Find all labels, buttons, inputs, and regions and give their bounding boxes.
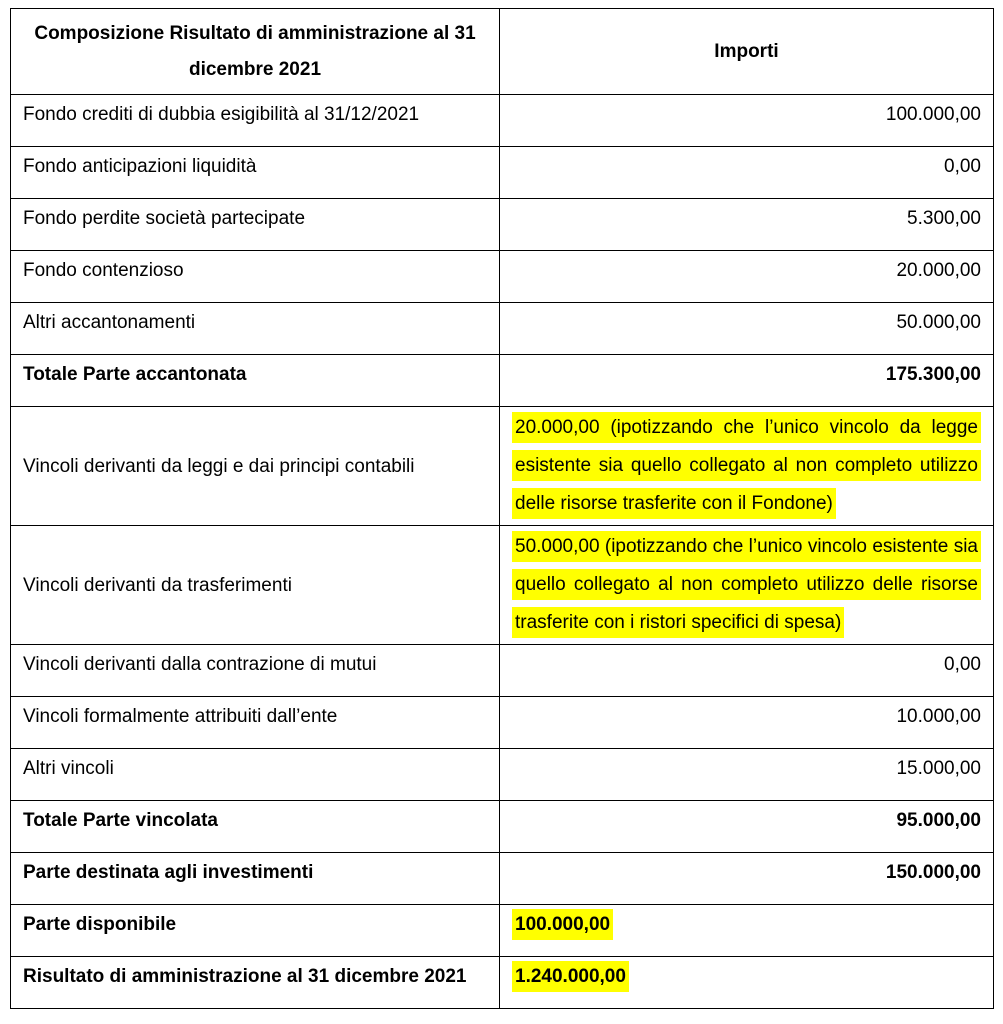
row-label: Vincoli derivanti dalla contrazione di mutui [11,645,500,697]
row-value-text: 5.300,00 [907,208,981,229]
row-label: Totale Parte accantonata [11,355,500,407]
header-importi: Importi [500,9,994,95]
composition-table [10,8,994,1009]
table-row [11,526,994,645]
table-row [11,303,994,355]
row-value [500,147,994,199]
row-label: Fondo contenzioso [11,251,500,303]
row-value [500,853,994,905]
row-value-text: 10.000,00 [896,706,981,727]
row-value-text: 50.000,00 [896,312,981,333]
table-row [11,645,994,697]
row-label: Altri accantonamenti [11,303,500,355]
table-row [11,957,994,1009]
table-row [11,95,994,147]
row-value [500,355,994,407]
row-value [500,526,994,645]
row-value [500,801,994,853]
table-row [11,905,994,957]
row-label: Fondo perdite società partecipate [11,199,500,251]
row-label: Fondo crediti di dubbia esigibilità al 31/12/2021 [11,95,500,147]
row-value-text: 15.000,00 [896,758,981,779]
table-body [11,95,994,1009]
row-value-text: 95.000,00 [896,810,981,831]
row-value-text: 150.000,00 [885,862,981,883]
row-label: Risultato di amministrazione al 31 dicembre 2021 [11,957,500,1009]
table-row [11,697,994,749]
row-label: Fondo anticipazioni liquidità [11,147,500,199]
row-value [500,905,994,957]
row-value-text: 20.000,00 [896,260,981,281]
row-value [500,303,994,355]
header-row [11,9,994,95]
row-label: Altri vincoli [11,749,500,801]
row-value-text: 0,00 [944,156,981,177]
table-row [11,147,994,199]
row-label: Parte destinata agli investimenti [11,853,500,905]
row-value [500,749,994,801]
table-row [11,853,994,905]
table-row [11,355,994,407]
row-value [500,199,994,251]
table-row [11,801,994,853]
table-row [11,407,994,526]
row-label: Vincoli formalmente attribuiti dall’ente [11,697,500,749]
row-value-text: 20.000,00 (ipotizzando che l’unico vincolo da legge esistente sia quello collegato al non completo utilizzo delle risorse trasferite con il Fondone) [512,412,981,519]
row-value [500,957,994,1009]
row-value [500,645,994,697]
table-row [11,251,994,303]
row-value-text: 100.000,00 [512,909,613,940]
table-row [11,199,994,251]
row-value [500,407,994,526]
row-label: Parte disponibile [11,905,500,957]
row-value-text: 50.000,00 (ipotizzando che l’unico vincolo esistente sia quello collegato al non completo utilizzo delle risorse trasferite con i ristori specifici di spesa) [512,531,981,638]
row-label: Totale Parte vincolata [11,801,500,853]
row-value [500,95,994,147]
row-value-text: 1.240.000,00 [512,961,629,992]
row-value-text: 175.300,00 [885,364,981,385]
row-value [500,697,994,749]
row-label: Vincoli derivanti da trasferimenti [11,526,500,645]
row-value [500,251,994,303]
table-row [11,749,994,801]
row-value-text: 0,00 [944,654,981,675]
row-value-text: 100.000,00 [885,104,981,125]
row-label: Vincoli derivanti da leggi e dai principi contabili [11,407,500,526]
header-composition: Composizione Risultato di amministrazione al 31 dicembre 2021 [11,9,500,95]
